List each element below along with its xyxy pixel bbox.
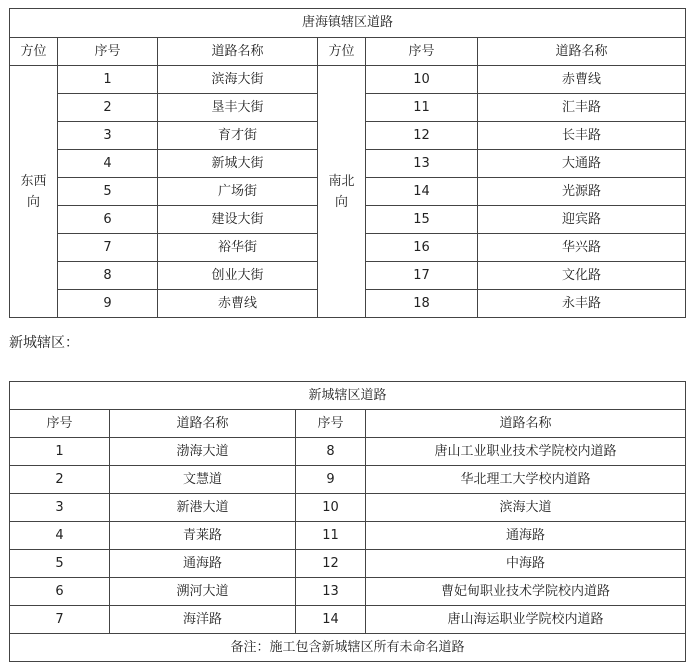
road-number: 2 <box>58 94 158 122</box>
road-name: 永丰路 <box>478 290 686 318</box>
direction-label-part: 向 <box>334 194 348 210</box>
road-number: 12 <box>366 122 478 150</box>
road-number: 1 <box>58 66 158 94</box>
road-name: 垦丰大街 <box>158 94 318 122</box>
road-name: 华北理工大学校内道路 <box>366 466 686 494</box>
road-number: 16 <box>366 234 478 262</box>
road-name: 通海路 <box>110 550 296 578</box>
header-row <box>10 410 686 438</box>
road-number: 9 <box>296 466 366 494</box>
table-note: 备注：施工包含新城辖区所有未命名道路 <box>10 634 686 662</box>
header-road-name: 道路名称 <box>158 38 318 66</box>
road-number: 4 <box>58 150 158 178</box>
road-name: 光源路 <box>478 178 686 206</box>
road-number: 15 <box>366 206 478 234</box>
road-number: 13 <box>296 578 366 606</box>
road-number: 17 <box>366 262 478 290</box>
road-name: 青莱路 <box>110 522 296 550</box>
header-road-name: 道路名称 <box>110 410 296 438</box>
direction-label-part: 向 <box>26 194 40 210</box>
tanghai-roads-table <box>9 8 686 318</box>
road-number: 9 <box>58 290 158 318</box>
road-number: 8 <box>58 262 158 290</box>
road-number: 4 <box>10 522 110 550</box>
road-name: 中海路 <box>366 550 686 578</box>
road-name: 大通路 <box>478 150 686 178</box>
note-row <box>10 634 686 662</box>
road-name: 曹妃甸职业技术学院校内道路 <box>366 578 686 606</box>
road-name: 唐山工业职业技术学院校内道路 <box>366 438 686 466</box>
table-row <box>10 66 686 94</box>
road-name: 文化路 <box>478 262 686 290</box>
table-row <box>10 522 686 550</box>
road-name: 唐山海运职业学院校内道路 <box>366 606 686 634</box>
road-name: 华兴路 <box>478 234 686 262</box>
road-name: 裕华街 <box>158 234 318 262</box>
table-row <box>10 550 686 578</box>
road-number: 11 <box>296 522 366 550</box>
road-number: 18 <box>366 290 478 318</box>
road-number: 10 <box>366 66 478 94</box>
header-number: 序号 <box>10 410 110 438</box>
table-title: 唐海镇辖区道路 <box>10 9 686 38</box>
road-name: 滨海大道 <box>366 494 686 522</box>
header-direction: 方位 <box>318 38 366 66</box>
road-name: 建设大街 <box>158 206 318 234</box>
header-row <box>10 38 686 66</box>
section-label: 新城辖区： <box>9 335 79 351</box>
road-name: 渤海大道 <box>110 438 296 466</box>
direction-label-part: 东西 <box>20 173 47 189</box>
table-row <box>10 578 686 606</box>
road-number: 1 <box>10 438 110 466</box>
header-road-name: 道路名称 <box>366 410 686 438</box>
road-number: 5 <box>58 178 158 206</box>
road-name: 广场街 <box>158 178 318 206</box>
road-number: 10 <box>296 494 366 522</box>
table-row <box>10 494 686 522</box>
direction-label-part: 南北 <box>328 173 355 189</box>
road-name: 新港大道 <box>110 494 296 522</box>
road-name: 滨海大街 <box>158 66 318 94</box>
road-number: 3 <box>10 494 110 522</box>
table-row <box>10 466 686 494</box>
road-number: 3 <box>58 122 158 150</box>
road-number: 6 <box>10 578 110 606</box>
header-number: 序号 <box>296 410 366 438</box>
direction-label <box>318 66 366 318</box>
xincheng-roads-table <box>9 381 686 662</box>
road-name: 溯河大道 <box>110 578 296 606</box>
road-name: 长丰路 <box>478 122 686 150</box>
table-row <box>10 606 686 634</box>
road-name: 赤曹线 <box>478 66 686 94</box>
road-name: 文慧道 <box>110 466 296 494</box>
road-number: 8 <box>296 438 366 466</box>
road-name: 育才街 <box>158 122 318 150</box>
road-name: 新城大街 <box>158 150 318 178</box>
road-name: 海洋路 <box>110 606 296 634</box>
header-number: 序号 <box>366 38 478 66</box>
road-number: 14 <box>366 178 478 206</box>
road-name: 赤曹线 <box>158 290 318 318</box>
road-number: 5 <box>10 550 110 578</box>
road-number: 12 <box>296 550 366 578</box>
road-number: 7 <box>10 606 110 634</box>
road-number: 13 <box>366 150 478 178</box>
header-road-name: 道路名称 <box>478 38 686 66</box>
table-title: 新城辖区道路 <box>10 382 686 410</box>
road-number: 6 <box>58 206 158 234</box>
header-direction: 方位 <box>10 38 58 66</box>
road-number: 11 <box>366 94 478 122</box>
road-number: 7 <box>58 234 158 262</box>
road-name: 创业大街 <box>158 262 318 290</box>
road-number: 14 <box>296 606 366 634</box>
road-name: 通海路 <box>366 522 686 550</box>
road-name: 迎宾路 <box>478 206 686 234</box>
table-row <box>10 438 686 466</box>
header-number: 序号 <box>58 38 158 66</box>
road-name: 汇丰路 <box>478 94 686 122</box>
direction-label <box>10 66 58 318</box>
road-number: 2 <box>10 466 110 494</box>
